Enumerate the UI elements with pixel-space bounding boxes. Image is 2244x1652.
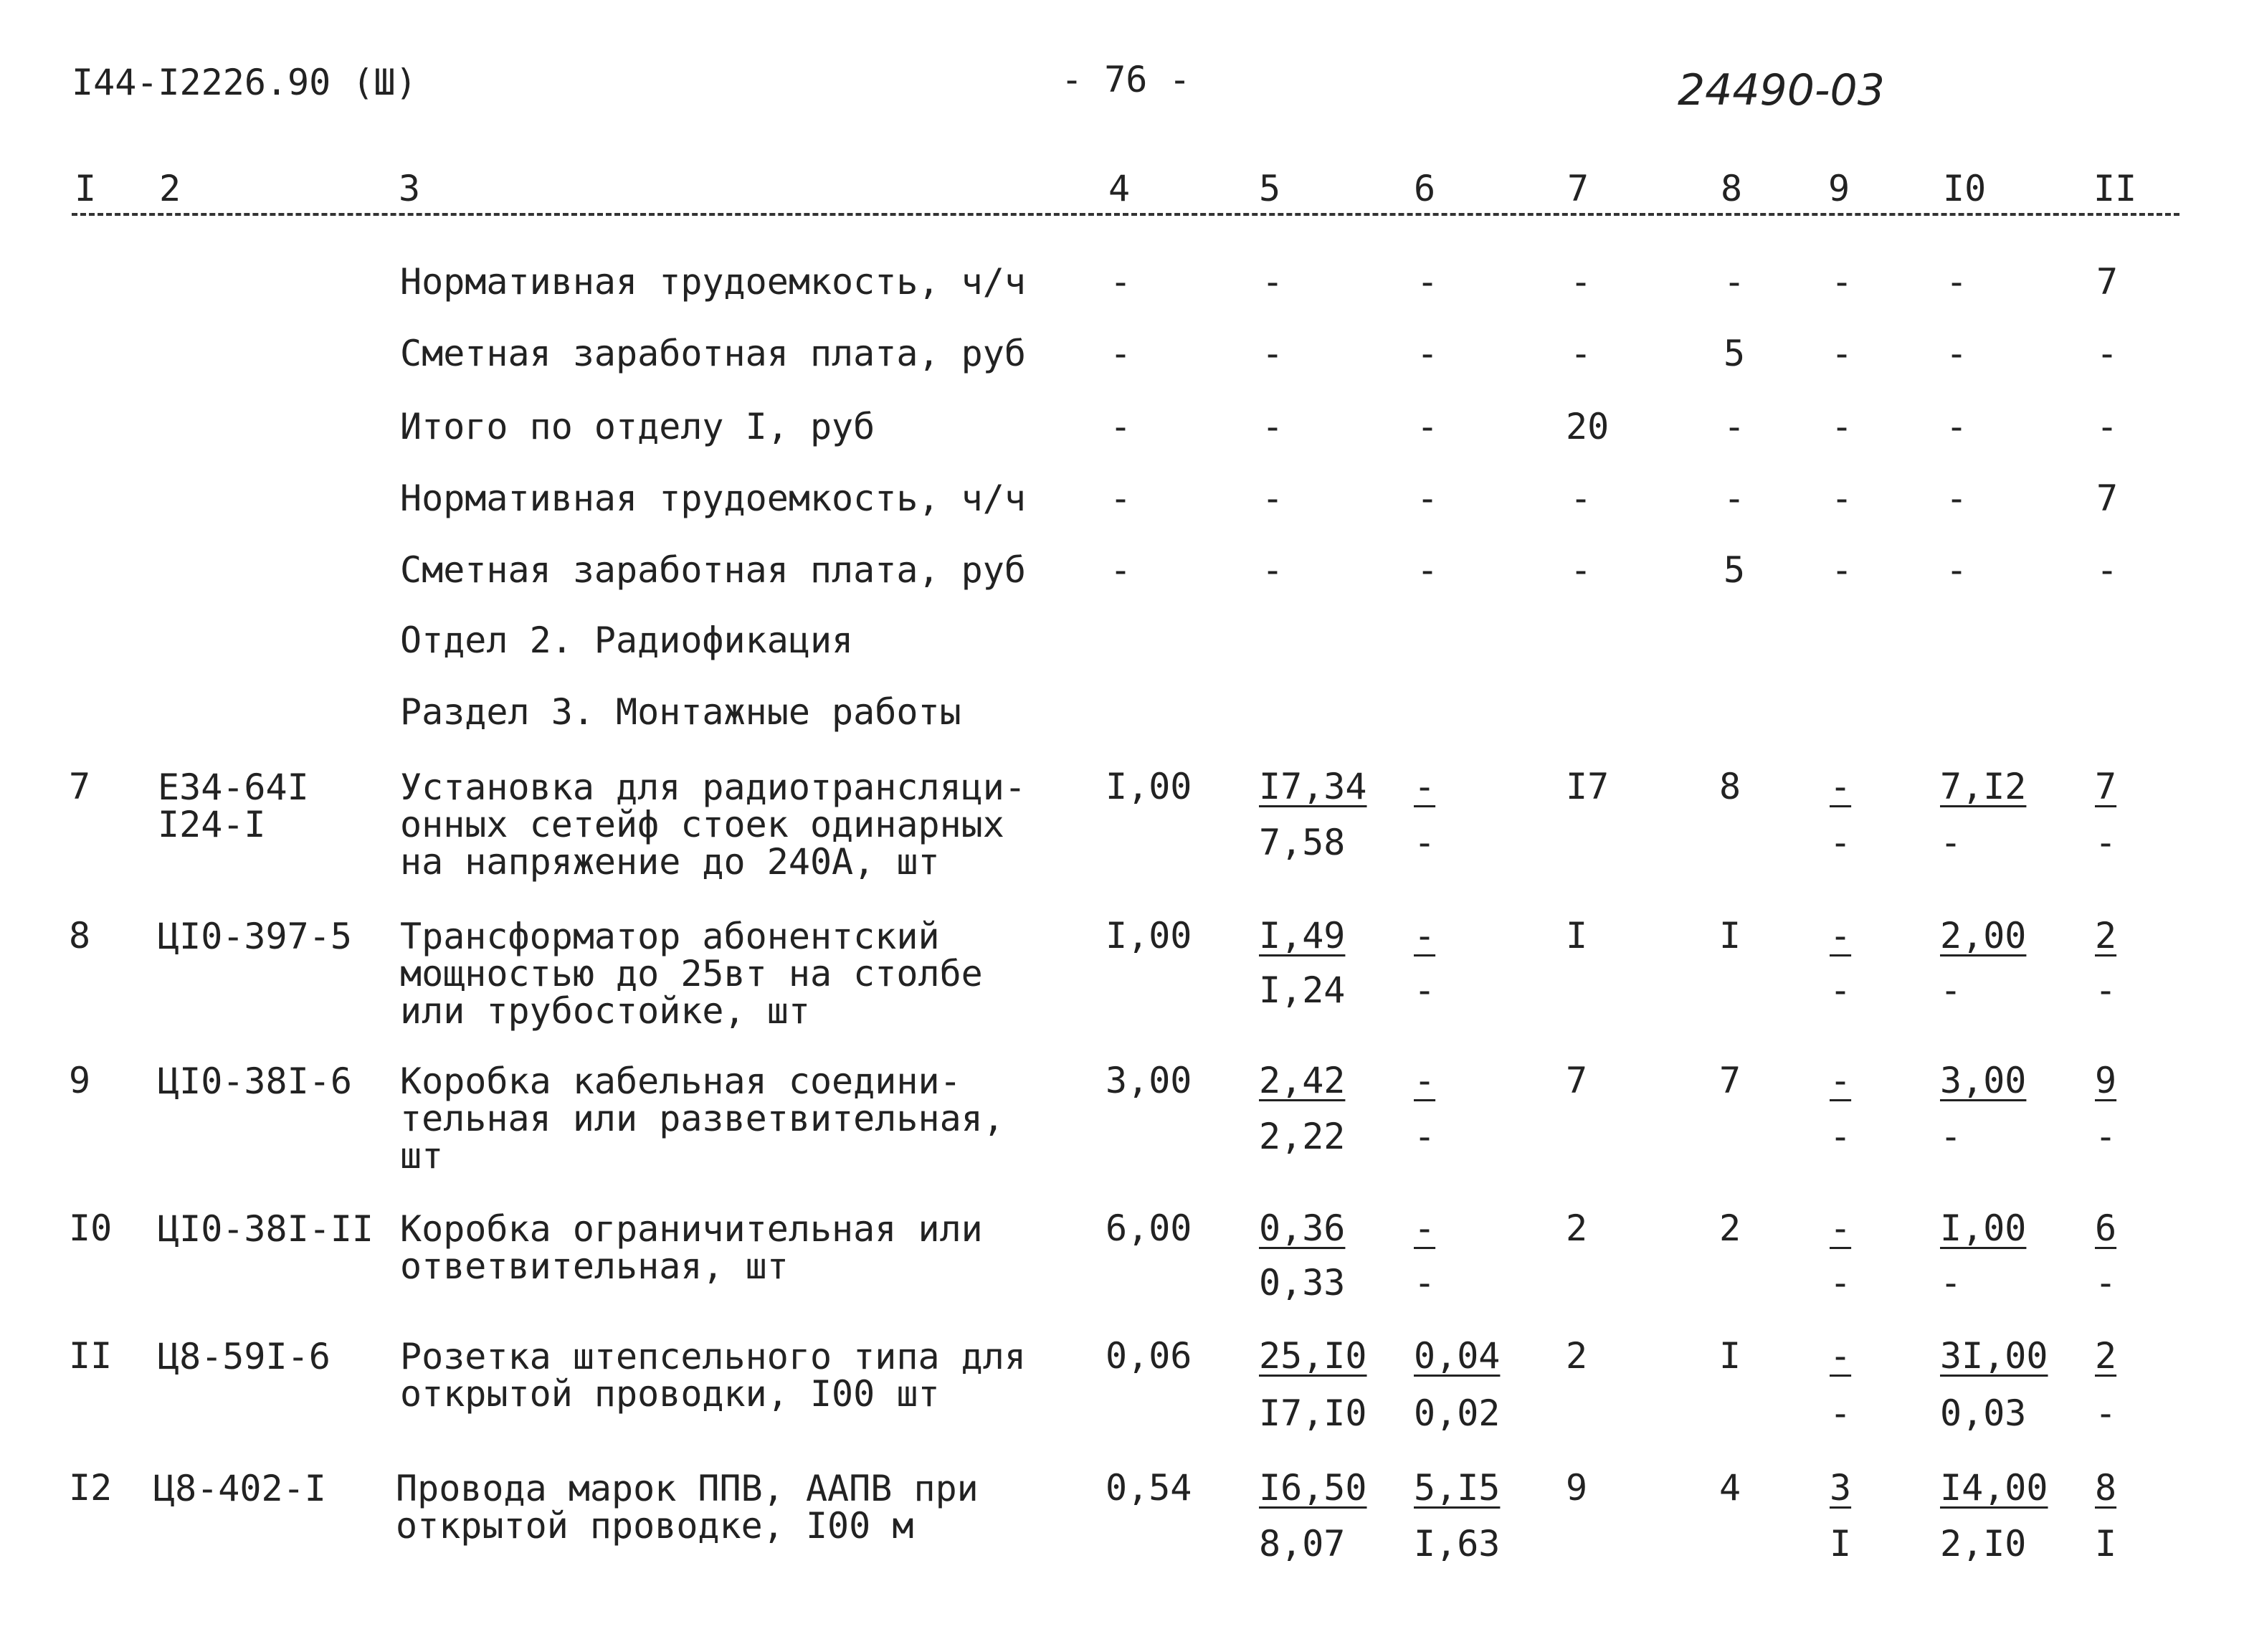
- row-quantity: 3,00: [1106, 1060, 1192, 1101]
- col-num-3: 3: [399, 168, 421, 209]
- cell-6-bottom: -: [1414, 1262, 1436, 1304]
- cell-10-top: 3I,00: [1940, 1335, 2048, 1377]
- row-code: Е34-64I I24-I: [158, 766, 309, 845]
- cell-11-top: 6: [2095, 1207, 2117, 1249]
- col-num-10: I0: [1943, 168, 1987, 209]
- cell-7: 7: [1566, 1060, 1588, 1101]
- cell: -: [1110, 406, 1132, 447]
- cell: -: [1831, 478, 1853, 519]
- cell-11-bottom: I: [2095, 1523, 2117, 1565]
- row-number: I2: [69, 1467, 113, 1509]
- cell-9-top: 3: [1830, 1467, 1852, 1509]
- cell: -: [1831, 406, 1853, 447]
- cell-8: 7: [1719, 1060, 1741, 1101]
- cell-11-bottom: -: [2095, 1262, 2117, 1304]
- cell-5-top: 0,36: [1259, 1207, 1346, 1249]
- cell-11-top: 2: [2095, 1335, 2117, 1377]
- cell: -: [1724, 406, 1746, 447]
- cell-7: I7: [1566, 766, 1610, 807]
- cell: -: [2096, 549, 2119, 591]
- cell: -: [1417, 406, 1439, 447]
- section-title: Раздел 3. Монтажные работы: [400, 691, 961, 733]
- cell-11-bottom: -: [2095, 1392, 2117, 1434]
- cell: 7: [2096, 478, 2119, 519]
- cell-8: 4: [1719, 1467, 1741, 1509]
- cell: 20: [1566, 406, 1610, 447]
- cell-5-top: I7,34: [1259, 766, 1367, 807]
- cell: -: [1724, 261, 1746, 303]
- cell: -: [1831, 549, 1853, 591]
- cell: -: [1110, 549, 1132, 591]
- cell-9-top: -: [1830, 1207, 1852, 1249]
- row-number: II: [69, 1335, 113, 1377]
- summary-label: Сметная заработная плата, руб: [400, 549, 1026, 591]
- cell: -: [1831, 333, 1853, 374]
- cell: -: [1570, 549, 1592, 591]
- page-number: - 76 -: [1061, 59, 1191, 100]
- col-num-6: 6: [1414, 168, 1436, 209]
- col-num-11: II: [2093, 168, 2137, 209]
- row-description: Коробка ограничительная или ответвительная, шт: [400, 1208, 983, 1287]
- cell-6-top: 0,04: [1414, 1335, 1501, 1377]
- row-quantity: 6,00: [1106, 1207, 1192, 1249]
- cell-6-bottom: I,63: [1414, 1523, 1501, 1565]
- row-description: Провода марок ППВ, ААПВ при открытой проводке, I00 м: [396, 1468, 979, 1547]
- cell: -: [1946, 549, 1968, 591]
- cell: -: [1262, 478, 1284, 519]
- row-code: Ц8-59I-6: [158, 1336, 331, 1377]
- cell-6-bottom: -: [1414, 969, 1436, 1011]
- document-code: I44-I2226.90 (Ш): [72, 62, 417, 103]
- cell-5-top: 2,42: [1259, 1060, 1346, 1101]
- col-num-7: 7: [1567, 168, 1589, 209]
- cell-8: 8: [1719, 766, 1741, 807]
- cell-9-top: -: [1830, 1060, 1852, 1101]
- summary-label: Итого по отделу I, руб: [400, 406, 875, 447]
- cell-6-top: 5,I5: [1414, 1467, 1501, 1509]
- cell-10-bottom: 0,03: [1940, 1392, 2027, 1434]
- summary-label: Нормативная трудоемкость, ч/ч: [400, 261, 1026, 303]
- header-rule: [72, 213, 2179, 216]
- row-quantity: I,00: [1106, 766, 1192, 807]
- cell: -: [2096, 333, 2119, 374]
- cell-6-bottom: -: [1414, 822, 1436, 863]
- cell-5-bottom: I,24: [1259, 969, 1346, 1011]
- summary-label: Сметная заработная плата, руб: [400, 333, 1026, 374]
- cell: -: [1570, 333, 1592, 374]
- section-title: Отдел 2. Радиофикация: [400, 620, 854, 661]
- col-num-2: 2: [159, 168, 181, 209]
- cell-6-top: -: [1414, 1207, 1436, 1249]
- row-quantity: I,00: [1106, 915, 1192, 956]
- cell-11-bottom: -: [2095, 969, 2117, 1011]
- cell-9-bottom: -: [1830, 822, 1852, 863]
- row-description: Установка для радиотрансляци- онных сетейф стоек одинарных на напряжение до 240А, шт: [400, 766, 1026, 883]
- cell-8: I: [1719, 915, 1741, 956]
- cell-9-top: -: [1830, 1335, 1852, 1377]
- col-num-9: 9: [1828, 168, 1850, 209]
- cell-8: I: [1719, 1335, 1741, 1377]
- cell: -: [1110, 333, 1132, 374]
- cell-7: 2: [1566, 1207, 1588, 1249]
- cell-10-top: I4,00: [1940, 1467, 2048, 1509]
- cell-6-bottom: -: [1414, 1116, 1436, 1157]
- cell: -: [1570, 261, 1592, 303]
- cell: -: [1946, 261, 1968, 303]
- cell-6-top: -: [1414, 1060, 1436, 1101]
- cell-11-top: 2: [2095, 915, 2117, 956]
- cell: -: [1417, 261, 1439, 303]
- row-quantity: 0,54: [1106, 1467, 1192, 1509]
- cell-10-bottom: -: [1940, 1116, 1962, 1157]
- cell-9-top: -: [1830, 766, 1852, 807]
- row-code: ЦI0-38I-II: [158, 1208, 374, 1250]
- row-number: 8: [69, 915, 91, 956]
- cell: -: [1570, 478, 1592, 519]
- row-description: Коробка кабельная соедини- тельная или разветвительная, шт: [400, 1060, 1004, 1177]
- cell-7: 9: [1566, 1467, 1588, 1509]
- cell-6-top: -: [1414, 915, 1436, 956]
- summary-label: Нормативная трудоемкость, ч/ч: [400, 478, 1026, 519]
- cell-5-bottom: I7,I0: [1259, 1392, 1367, 1434]
- cell-5-top: I6,50: [1259, 1467, 1367, 1509]
- cell-7: 2: [1566, 1335, 1588, 1377]
- cell: -: [1724, 478, 1746, 519]
- cell-11-top: 7: [2095, 766, 2117, 807]
- cell: -: [1262, 333, 1284, 374]
- row-quantity: 0,06: [1106, 1335, 1192, 1377]
- cell-7: I: [1566, 915, 1588, 956]
- col-num-5: 5: [1259, 168, 1281, 209]
- cell: -: [1417, 549, 1439, 591]
- cell-6-top: -: [1414, 766, 1436, 807]
- cell-10-top: I,00: [1940, 1207, 2027, 1249]
- cell-10-bottom: -: [1940, 822, 1962, 863]
- row-code: ЦI0-397-5: [158, 916, 352, 957]
- cell-11-bottom: -: [2095, 1116, 2117, 1157]
- cell-5-bottom: 7,58: [1259, 822, 1346, 863]
- cell: -: [1262, 406, 1284, 447]
- cell: 5: [1724, 333, 1746, 374]
- cell: 7: [2096, 261, 2119, 303]
- cell: -: [1262, 261, 1284, 303]
- row-number: 7: [69, 766, 91, 807]
- cell-8: 2: [1719, 1207, 1741, 1249]
- row-number: I0: [69, 1207, 113, 1249]
- cell: -: [2096, 406, 2119, 447]
- col-num-8: 8: [1721, 168, 1743, 209]
- row-code: Ц8-402-I: [153, 1468, 326, 1509]
- cell-9-bottom: -: [1830, 1392, 1852, 1434]
- cell-5-top: 25,I0: [1259, 1335, 1367, 1377]
- cell: -: [1946, 333, 1968, 374]
- cell-10-bottom: -: [1940, 1262, 1962, 1304]
- cell: -: [1417, 478, 1439, 519]
- cell-5-top: I,49: [1259, 915, 1346, 956]
- col-num-4: 4: [1108, 168, 1131, 209]
- handwritten-code: 24490-03: [1678, 65, 1885, 115]
- cell-11-bottom: -: [2095, 822, 2117, 863]
- cell-9-bottom: I: [1830, 1523, 1852, 1565]
- cell-10-top: 7,I2: [1940, 766, 2027, 807]
- cell-5-bottom: 0,33: [1259, 1262, 1346, 1304]
- cell-5-bottom: 8,07: [1259, 1523, 1346, 1565]
- col-num-1: I: [75, 168, 97, 209]
- cell-6-bottom: 0,02: [1414, 1392, 1501, 1434]
- cell: -: [1946, 406, 1968, 447]
- cell-11-top: 9: [2095, 1060, 2117, 1101]
- cell: 5: [1724, 549, 1746, 591]
- cell: -: [1262, 549, 1284, 591]
- cell-10-bottom: -: [1940, 969, 1962, 1011]
- row-code: ЦI0-38I-6: [158, 1060, 352, 1102]
- cell: -: [1946, 478, 1968, 519]
- cell-10-top: 3,00: [1940, 1060, 2027, 1101]
- cell-10-top: 2,00: [1940, 915, 2027, 956]
- cell: -: [1417, 333, 1439, 374]
- cell-11-top: 8: [2095, 1467, 2117, 1509]
- cell: -: [1110, 478, 1132, 519]
- row-description: Розетка штепсельного типа для открытой проводки, I00 шт: [400, 1336, 1026, 1415]
- cell-9-bottom: -: [1830, 1262, 1852, 1304]
- cell-9-bottom: -: [1830, 969, 1852, 1011]
- row-number: 9: [69, 1060, 91, 1101]
- cell: -: [1110, 261, 1132, 303]
- cell-9-bottom: -: [1830, 1116, 1852, 1157]
- cell-5-bottom: 2,22: [1259, 1116, 1346, 1157]
- cell-9-top: -: [1830, 915, 1852, 956]
- cell: -: [1831, 261, 1853, 303]
- row-description: Трансформатор абонентский мощностью до 25вт на столбе или трубостойке, шт: [400, 916, 983, 1032]
- cell-10-bottom: 2,I0: [1940, 1523, 2027, 1565]
